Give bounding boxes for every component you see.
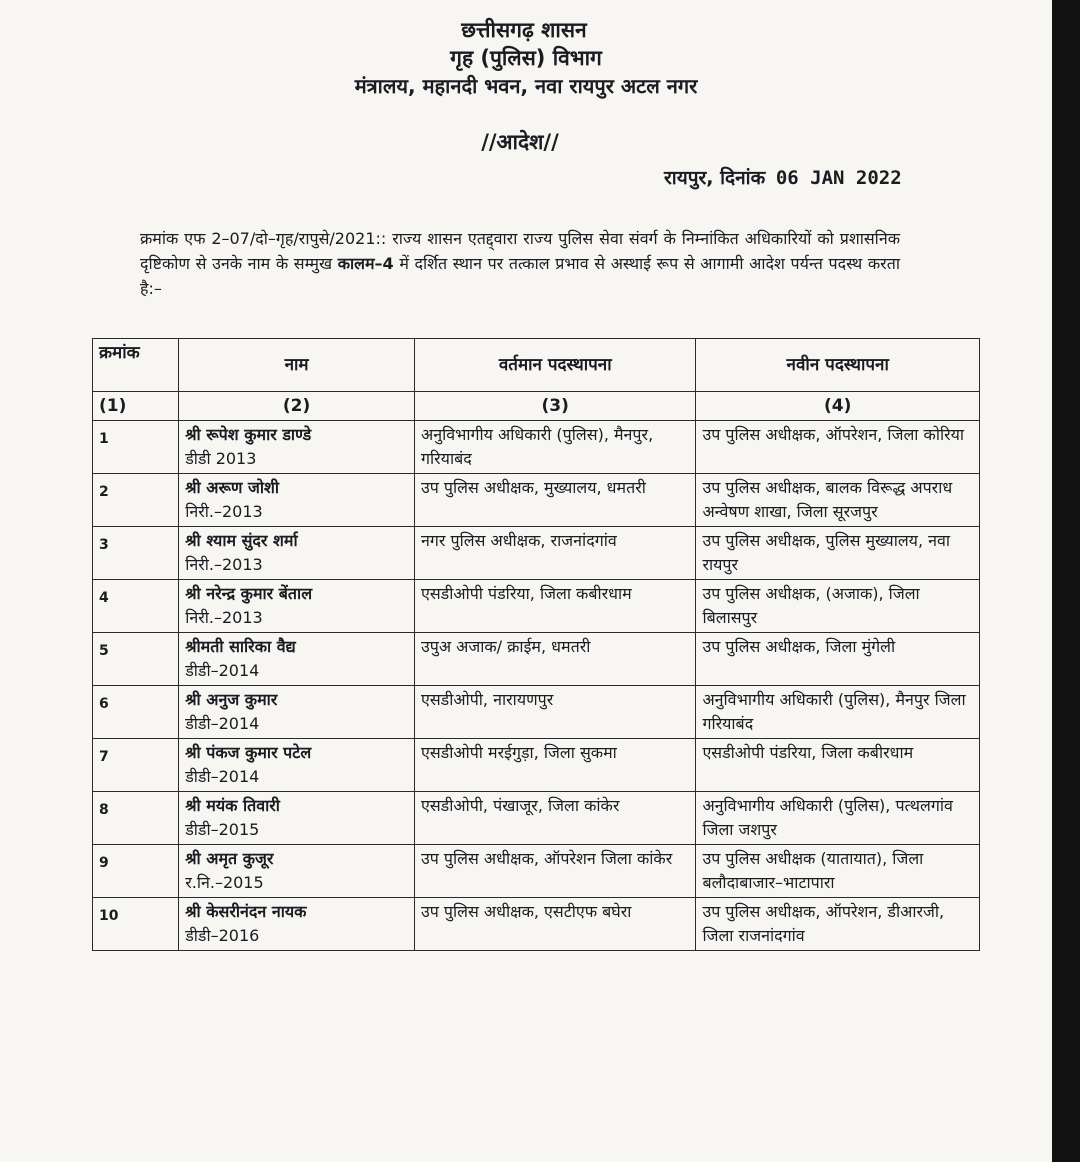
- row-current-posting: नगर पुलिस अधीक्षक, राजनांदगांव: [414, 527, 695, 580]
- table-row: [93, 739, 980, 792]
- row-new-posting: उप पुलिस अधीक्षक, बालक विरूद्ध अपराध अन्वेषण शाखा, जिला सूरजपुर: [696, 474, 980, 527]
- row-new-posting: अनुविभागीय अधिकारी (पुलिस), पत्थलगांव जिला जशपुर: [696, 792, 980, 845]
- officer-name: श्री रूपेश कुमार डाण्डे: [185, 425, 312, 444]
- col-number: (4): [696, 392, 980, 421]
- row-new-posting: एसडीओपी पंडरिया, जिला कबीरधाम: [696, 739, 980, 792]
- table-header-row: [93, 339, 980, 392]
- officer-batch: डीडी–2014: [185, 714, 260, 733]
- table-row: [93, 527, 980, 580]
- column-reference: कालम–4: [337, 254, 394, 273]
- order-text-part2: में दर्शित स्थान पर तत्काल प्रभाव से अस्थाई रूप से आगामी आदेश पर्यन्त पदस्थ करता है:–: [140, 254, 900, 298]
- row-new-posting: उप पुलिस अधीक्षक, जिला मुंगेली: [696, 633, 980, 686]
- officer-name: श्री केसरीनंदन नायक: [185, 902, 307, 921]
- row-officer: [179, 474, 415, 527]
- row-current-posting: एसडीओपी पंडरिया, जिला कबीरधाम: [414, 580, 695, 633]
- transfer-table: [92, 338, 980, 951]
- officer-name: श्री अनुज कुमार: [185, 690, 278, 709]
- row-officer: [179, 739, 415, 792]
- officer-batch: डीडी–2016: [185, 926, 260, 945]
- table-row: [93, 845, 980, 898]
- order-paragraph: [140, 226, 900, 301]
- officer-name: श्री अरूण जोशी: [185, 478, 280, 497]
- table-row: [93, 898, 980, 951]
- background-edge: [1052, 0, 1080, 1162]
- officer-name: श्री मयंक तिवारी: [185, 796, 280, 815]
- column-number-row: [93, 392, 980, 421]
- row-serial: 3: [93, 527, 179, 580]
- header-name: नाम: [179, 339, 415, 392]
- row-officer: [179, 421, 415, 474]
- officer-name: श्री श्याम सुंदर शर्मा: [185, 531, 298, 550]
- date-place: रायपुर, दिनांक: [664, 167, 766, 189]
- officer-name: श्री नरेन्द्र कुमार बेंताल: [185, 584, 313, 603]
- officer-batch: डीडी–2014: [185, 661, 260, 680]
- row-new-posting: उप पुलिस अधीक्षक, ऑपरेशन, जिला कोरिया: [696, 421, 980, 474]
- officer-batch: डीडी–2014: [185, 767, 260, 786]
- order-title: //आदेश//: [481, 130, 559, 154]
- officer-batch: निरी.–2013: [185, 608, 263, 627]
- table-row: [93, 633, 980, 686]
- officer-name: श्री पंकज कुमार पटेल: [185, 743, 312, 762]
- row-serial: 2: [93, 474, 179, 527]
- header-current-posting: वर्तमान पदस्थापना: [414, 339, 695, 392]
- officer-batch: निरी.–2013: [185, 555, 263, 574]
- row-new-posting: उप पुलिस अधीक्षक (यातायात), जिला बलौदाबाजार–भाटापारा: [696, 845, 980, 898]
- officer-batch: र.नि.–2015: [185, 873, 264, 892]
- table-row: [93, 421, 980, 474]
- row-officer: [179, 580, 415, 633]
- row-current-posting: उप पुलिस अधीक्षक, एसटीएफ बघेरा: [414, 898, 695, 951]
- row-new-posting: उप पुलिस अधीक्षक, (अजाक), जिला बिलासपुर: [696, 580, 980, 633]
- row-new-posting: उप पुलिस अधीक्षक, पुलिस मुख्यालय, नवा रायपुर: [696, 527, 980, 580]
- row-serial: 5: [93, 633, 179, 686]
- row-current-posting: उप पुलिस अधीक्षक, ऑपरेशन जिला कांकेर: [414, 845, 695, 898]
- row-serial: 6: [93, 686, 179, 739]
- row-new-posting: अनुविभागीय अधिकारी (पुलिस), मैनपुर जिला गरियाबंद: [696, 686, 980, 739]
- row-serial: 10: [93, 898, 179, 951]
- date-stamp: 06 JAN 2022: [775, 167, 902, 189]
- header-new-posting: नवीन पदस्थापना: [696, 339, 980, 392]
- header-serial: क्रमांक: [93, 339, 179, 392]
- row-current-posting: अनुविभागीय अधिकारी (पुलिस), मैनपुर, गरियाबंद: [414, 421, 695, 474]
- table-row: [93, 792, 980, 845]
- date-line: [664, 164, 902, 190]
- row-officer: [179, 527, 415, 580]
- office-address: मंत्रालय, महानदी भवन, नवा रायपुर अटल नगर: [354, 74, 698, 98]
- officer-batch: निरी.–2013: [185, 502, 263, 521]
- officer-batch: डीडी–2015: [185, 820, 260, 839]
- row-officer: [179, 898, 415, 951]
- row-serial: 7: [93, 739, 179, 792]
- row-current-posting: उपुअ अजाक/ क्राईम, धमतरी: [414, 633, 695, 686]
- officer-batch: डीडी 2013: [185, 449, 257, 468]
- row-officer: [179, 792, 415, 845]
- row-serial: 4: [93, 580, 179, 633]
- row-current-posting: एसडीओपी मरईगुड़ा, जिला सुकमा: [414, 739, 695, 792]
- row-officer: [179, 633, 415, 686]
- row-current-posting: एसडीओपी, नारायणपुर: [414, 686, 695, 739]
- table-row: [93, 580, 980, 633]
- row-current-posting: एसडीओपी, पंखाजूर, जिला कांकेर: [414, 792, 695, 845]
- col-number: (3): [414, 392, 695, 421]
- department-name: गृह (पुलिस) विभाग: [450, 46, 602, 70]
- col-number: (2): [179, 392, 415, 421]
- row-serial: 1: [93, 421, 179, 474]
- officer-name: श्री अमृत कुजूर: [185, 849, 274, 868]
- officer-name: श्रीमती सारिका वैद्य: [185, 637, 296, 656]
- table-row: [93, 474, 980, 527]
- table-row: [93, 686, 980, 739]
- row-new-posting: उप पुलिस अधीक्षक, ऑपरेशन, डीआरजी, जिला राजनांदगांव: [696, 898, 980, 951]
- col-number: (1): [93, 392, 179, 421]
- row-officer: [179, 845, 415, 898]
- order-text-part1: क्रमांक एफ 2–07/दो–गृह/रापुसे/2021:: राज्य शासन एतद्द्वारा राज्य पुलिस सेवा संवर्ग के निम्नांकित अधिकारियों को प्रशासनिक दृष्टिकोण से उनके नाम के सम्मुख: [140, 229, 900, 273]
- row-serial: 8: [93, 792, 179, 845]
- govt-name: छत्तीसगढ़ शासन: [461, 18, 587, 42]
- row-current-posting: उप पुलिस अधीक्षक, मुख्यालय, धमतरी: [414, 474, 695, 527]
- row-serial: 9: [93, 845, 179, 898]
- row-officer: [179, 686, 415, 739]
